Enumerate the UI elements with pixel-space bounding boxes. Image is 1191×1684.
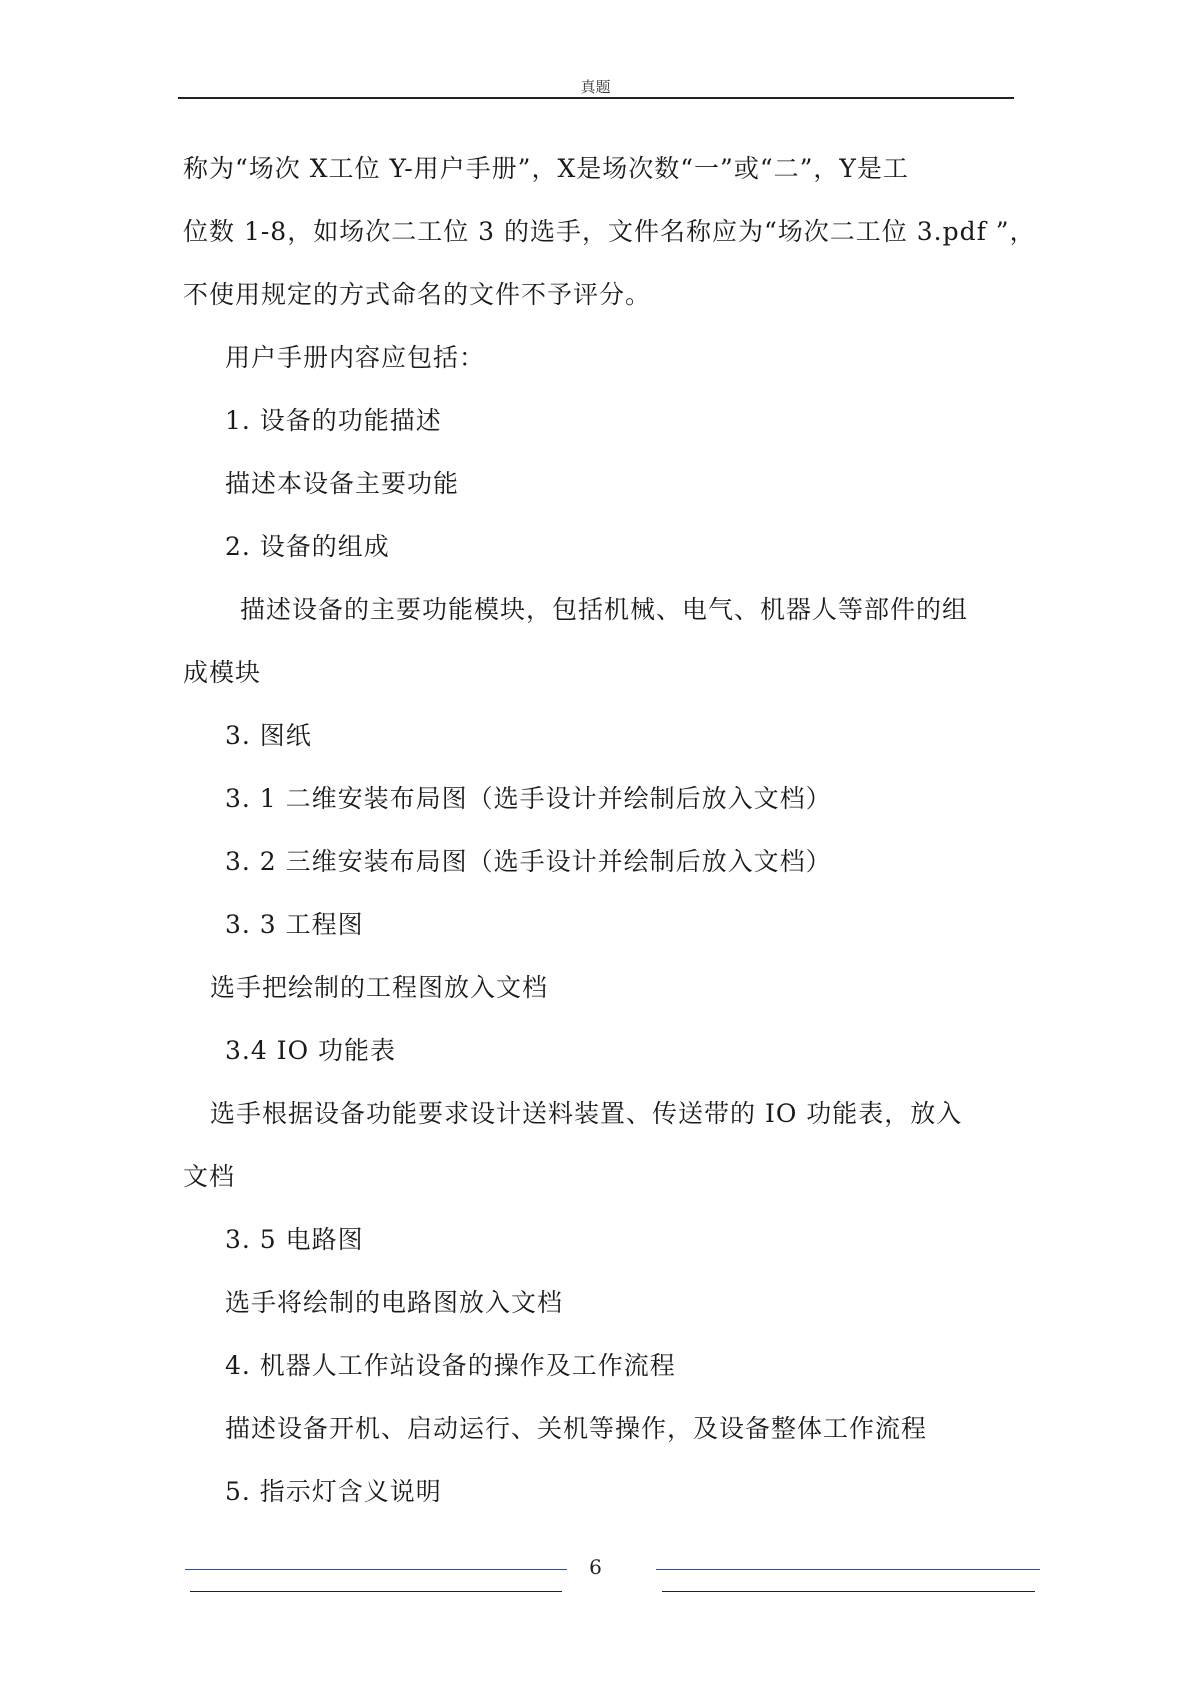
- page-header-title: 真题: [580, 78, 611, 96]
- body-line: 文档: [183, 1162, 236, 1191]
- body-line: 不使用规定的方式命名的文件不予评分。: [183, 280, 652, 309]
- subsection-heading: 3. 1 二维安装布局图（选手设计并绘制后放入文档）: [225, 784, 832, 813]
- body-line: 称为“场次 X工位 Y-用户手册”，X是场次数“一”或“二”，Y是工: [183, 154, 909, 183]
- subsection-heading: 3. 5 电路图: [225, 1225, 364, 1254]
- section-heading: 3. 图纸: [225, 721, 312, 750]
- body-line: 选手根据设备功能要求设计送料装置、传送带的 IO 功能表，放入: [210, 1099, 963, 1128]
- subsection-heading: 3. 3 工程图: [225, 910, 364, 939]
- body-line: 描述设备开机、启动运行、关机等操作，及设备整体工作流程: [225, 1414, 928, 1443]
- header-rule: [178, 97, 1014, 99]
- body-line: 用户手册内容应包括：: [225, 343, 486, 372]
- body-line: 描述本设备主要功能: [225, 469, 460, 498]
- section-heading: 1. 设备的功能描述: [225, 406, 442, 435]
- footer-rule-right-black: [662, 1591, 1035, 1592]
- body-line: 位数 1-8，如场次二工位 3 的选手，文件名称应为“场次二工位 3.pdf ”，: [183, 217, 1036, 246]
- body-line: 选手把绘制的工程图放入文档: [210, 973, 549, 1002]
- body-line: 成模块: [183, 658, 262, 687]
- footer-rule-left-black: [190, 1591, 562, 1592]
- subsection-heading: 3. 2 三维安装布局图（选手设计并绘制后放入文档）: [225, 847, 832, 876]
- section-heading: 2. 设备的组成: [225, 532, 390, 561]
- subsection-heading: 3.4 IO 功能表: [225, 1036, 397, 1065]
- section-heading: 4. 机器人工作站设备的操作及工作流程: [225, 1351, 676, 1380]
- page-number: 6: [589, 1555, 602, 1579]
- body-line: 描述设备的主要功能模块，包括机械、电气、机器人等部件的组: [240, 595, 969, 624]
- body-line: 选手将绘制的电路图放入文档: [225, 1288, 564, 1317]
- section-heading: 5. 指示灯含义说明: [225, 1477, 442, 1506]
- footer-rule-right-blue: [656, 1569, 1040, 1570]
